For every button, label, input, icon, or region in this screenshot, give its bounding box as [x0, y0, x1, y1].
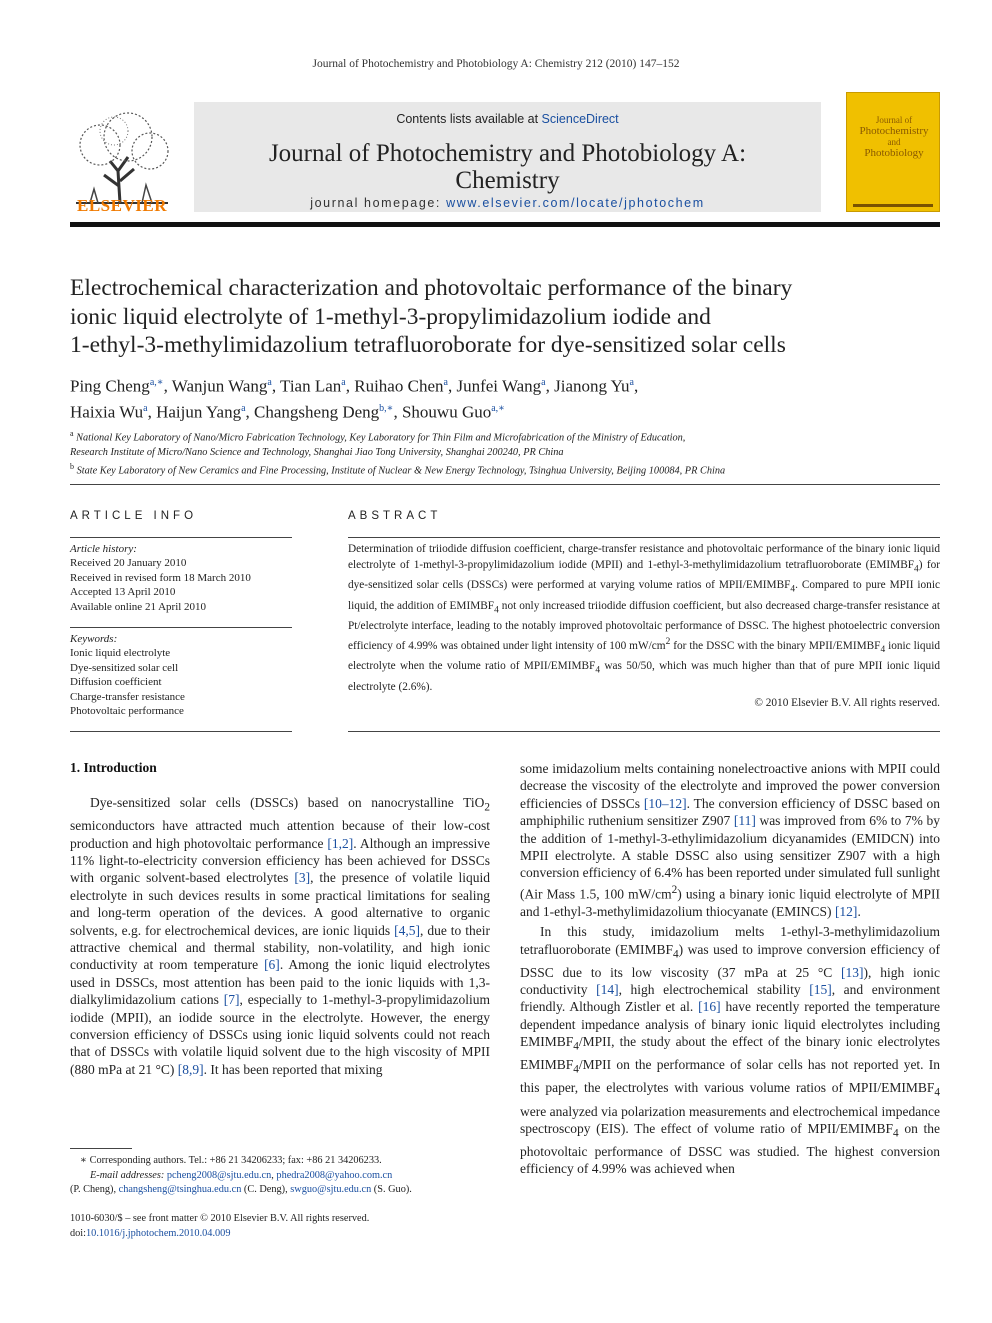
- text: . It has been reported that mixing: [203, 1061, 383, 1077]
- affiliations: [70, 427, 940, 479]
- author-name[interactable]: Haijun Yang: [156, 402, 242, 422]
- email-link[interactable]: changsheng@tsinghua.edu.cn: [118, 1184, 242, 1196]
- cover-text-3: and: [887, 137, 901, 147]
- running-head: Journal of Photochemistry and Photobiology A: Chemistry 212 (2010) 147–152: [312, 58, 680, 70]
- corresponding-authors: ∗ Corresponding authors. Tel.: +86 21 34206233; fax: +86 21 34206233.: [80, 1155, 382, 1166]
- author-abbrev: (C. Deng),: [241, 1184, 291, 1196]
- masthead-rule: [70, 222, 940, 227]
- citation-link[interactable]: [6]: [264, 957, 280, 973]
- article-title-line-2: ionic liquid electrolyte of 1-methyl-3-propylimidazolium iodide and: [70, 303, 711, 330]
- author-separator: ,: [545, 376, 555, 396]
- cover-strip: [853, 204, 933, 207]
- sciencedirect-link[interactable]: ScienceDirect: [541, 112, 619, 126]
- author-separator: ,: [163, 376, 172, 396]
- abstract-text: [348, 541, 940, 711]
- text: /MPII on the performance of solar cells has not reported yet. In this paper, the electrolytes with various volume ratios of MPII/EMIMBF: [520, 1057, 940, 1096]
- doi-label: doi:: [70, 1227, 87, 1239]
- text: was improved from 6% to 7% by the addition of 1-methyl-3-ethylimidazolium dicyanamides (EMIDCN) into MPII electrolyte. A stable DSSC also using sensitizer Z907 with a high conversion efficiency of 6.4% has been reported under simulated full sunlight (Air Mass 1.5, 100 mW/cm: [520, 813, 941, 902]
- abstract-part: Determination of triiodide diffusion coefficient, charge-transfer resistance and photovoltaic performance of the binary ionic liquid electrolyte of 1-methyl-3-propylimidazolium iodide (MPII) and 1-ethyl-3-methylimidazolium tetrafluoroborate (EMIMBF: [348, 543, 940, 572]
- homepage-line: [194, 196, 821, 210]
- citation-link[interactable]: [14]: [596, 982, 619, 998]
- revised-date: Received in revised form 18 March 2010: [70, 571, 251, 584]
- affiliation-a-line-1: National Key Laboratory of Nano/Micro Fabrication Technology, Key Laboratory for Thin Film and Microfabrication of the Ministry of Education,: [76, 432, 686, 444]
- email-label: E-mail addresses:: [90, 1169, 167, 1181]
- left-column: [70, 794, 490, 1078]
- right-column: [520, 760, 940, 1178]
- intro-paragraph-1-cont: [520, 760, 940, 920]
- article-history: [70, 542, 292, 614]
- keyword: Ionic liquid electrolyte: [70, 647, 171, 660]
- author-name[interactable]: Shouwu Guo: [401, 402, 492, 422]
- text: . The conversion efficiency of DSSC based on amphiphilic ruthenium sensitizer Z907: [520, 795, 940, 829]
- journal-title-line-2: Chemistry: [455, 167, 560, 194]
- author-separator: ,: [245, 402, 255, 422]
- author-name[interactable]: Haixia Wu: [70, 402, 144, 422]
- keyword: Dye-sensitized solar cell: [70, 661, 179, 674]
- keyword: Diffusion coefficient: [70, 676, 162, 689]
- text: , and environment friendly. Although Zistler et al.: [520, 982, 940, 1015]
- affiliation-a: $^a$ National Key Laboratory of Nano/Micro Fabrication Technology, Key Laboratory for Thin Film and Microfabrication of the Ministry of Education,: [70, 429, 686, 444]
- journal-homepage-link[interactable]: www.elsevier.com/locate/jphotochem: [446, 196, 705, 210]
- author-affiliation-mark[interactable]: a: [541, 377, 546, 388]
- author-affiliation-mark[interactable]: a,∗: [491, 402, 505, 414]
- cover-text-1: Journal of: [875, 115, 913, 125]
- intro-paragraph-1: [70, 794, 490, 1078]
- keywords-rule: [70, 627, 292, 628]
- citation-link[interactable]: [10–12]: [643, 795, 687, 811]
- author-name[interactable]: Changsheng Deng: [254, 402, 380, 422]
- citation-link[interactable]: [16]: [698, 999, 721, 1015]
- abstract-rule: [348, 537, 940, 538]
- journal-title: [194, 140, 821, 194]
- keywords: [70, 632, 292, 718]
- author-affiliation-mark[interactable]: b,∗: [379, 402, 394, 414]
- journal-title-line-1: Journal of Photochemistry and Photobiology A:: [268, 140, 747, 167]
- affiliation-b: $^b$ State Key Laboratory of New Ceramics and Fine Processing, Institute of Nuclear & New Energy Technology, Tsinghua University, Beijing 100084, PR China: [70, 462, 726, 477]
- author-abbrev: (P. Cheng),: [70, 1184, 119, 1196]
- author-affiliation-mark[interactable]: a: [341, 377, 346, 388]
- citation-link[interactable]: [7]: [223, 992, 240, 1008]
- citation-link[interactable]: [4,5]: [394, 922, 420, 938]
- contents-line: [194, 112, 821, 126]
- citation-link[interactable]: [1,2]: [327, 835, 354, 851]
- abstract-part: for the DSSC with the binary MPII/EMIMBF: [670, 639, 881, 652]
- cover-text-2: Photochemistry: [859, 125, 929, 137]
- text: ) using a binary ionic liquid electrolyte of MPII and 1-ethyl-3-methylimidazolium thiocyanate (EMINCS): [520, 886, 940, 919]
- text: some imidazolium melts containing nonelectroactive anions with MPII could decrease the viscosity of the electrolyte and improved the power conversion efficiencies of DSSCs: [520, 761, 940, 811]
- author-name[interactable]: Junfei Wang: [456, 376, 542, 396]
- text: ), high ionic conductivity: [520, 964, 940, 998]
- text: ) was used to improve conversion efficiency of DSSC due to its low viscosity (37 mPa at 25 °C: [520, 941, 941, 980]
- issn-doi: [70, 1212, 490, 1241]
- copyright-notice: © 2010 Elsevier B.V. All rights reserved.: [754, 696, 940, 709]
- contents-prefix: Contents lists available at: [396, 112, 542, 126]
- section-heading-introduction: 1. Introduction: [70, 760, 157, 775]
- doi-link[interactable]: 10.1016/j.jphotochem.2010.04.009: [86, 1227, 231, 1239]
- text: , due to their attractive chemical and thermal stability, non-volatility, and high ionic conductivity at room temperature: [70, 922, 491, 973]
- text: on the photovoltaic performance of DSSC was studied. The highest conversion efficiency of 4.99% was achieved when: [520, 1120, 940, 1177]
- online-date: Available online 21 April 2010: [70, 600, 207, 613]
- keyword: Photovoltaic performance: [70, 705, 184, 718]
- text: , the presence of volatile liquid electrolyte in such devices results in some practical limitations for sealing and long-term operation of the devices. A good alternative to organic solvents, e.g. for electrochemical devices, are ionic liquids: [70, 870, 491, 938]
- affiliation-b-text: State Key Laboratory of New Ceramics and Fine Processing, Institute of Nuclear & New Energy Technology, Tsinghua University, Beijing 100084, PR China: [76, 465, 726, 477]
- history-head: Article history:: [70, 543, 137, 555]
- author-affiliation-mark[interactable]: a: [143, 402, 148, 414]
- doi-line: [70, 1227, 490, 1242]
- abstract-part: was 50/50, which was much higher than that of pure MPII ionic liquid electrolyte (2.6%).: [348, 660, 940, 693]
- author-name[interactable]: Tian Lan: [280, 376, 342, 396]
- text: .: [857, 903, 861, 919]
- subscript: 4: [934, 1087, 940, 1100]
- superscript: 2: [665, 637, 671, 648]
- author-separator: ,: [147, 402, 157, 422]
- subscript: 4: [790, 584, 796, 595]
- author-name[interactable]: Ruihao Chen: [354, 376, 444, 396]
- citation-link[interactable]: [8,9]: [177, 1061, 204, 1077]
- cover-text: [851, 115, 937, 159]
- author-separator: ,: [393, 402, 402, 422]
- subscript: 4: [672, 948, 679, 961]
- homepage-prefix: journal homepage:: [310, 196, 447, 210]
- subscript: 4: [880, 645, 886, 656]
- footnote: [70, 1154, 490, 1198]
- abstract-part: . Compared to pure MPII ionic liquid, the addition of EMIMBF: [348, 579, 940, 612]
- abstract-part: ionic liquid electrolyte when the volume ratio of MPII/EMIMBF: [348, 639, 940, 673]
- header-divider: [70, 484, 940, 485]
- author-affiliation-mark[interactable]: a: [241, 402, 246, 414]
- journal-band: [194, 102, 821, 212]
- received-date: Received 20 January 2010: [70, 557, 187, 570]
- author-separator: ,: [633, 376, 639, 396]
- keyword: Charge-transfer resistance: [70, 690, 185, 703]
- text: , especially to 1-methyl-3-propylimidazolium iodide (MPII), an iodide source in the electrolyte. However, the energy conversion efficiency of DSSCs using ionic liquid solvents could not reach that of DSSCs with volatile liquid solvent due to the high viscosity of MPII (880 mPa at 21 °C): [70, 992, 490, 1077]
- issn-line: 1010-6030/$ – see front matter © 2010 Elsevier B.V. All rights reserved.: [70, 1213, 370, 1224]
- subscript: 4: [573, 1064, 579, 1077]
- author-affiliation-mark[interactable]: a: [267, 377, 272, 388]
- citation-link[interactable]: [12]: [834, 903, 858, 919]
- author-name[interactable]: Ping Cheng: [70, 376, 150, 396]
- article-info-rule: [70, 537, 292, 538]
- subscript: 4: [494, 605, 499, 616]
- affiliation-a-cont: Research Institute of Micro/Nano Science and Technology, Shanghai Jiao Tong University, Shanghai 200240, PR China: [70, 446, 564, 458]
- author-list: [70, 372, 940, 423]
- article-title: [70, 274, 940, 360]
- author-affiliation-mark[interactable]: a,∗: [149, 377, 164, 388]
- accepted-date: Accepted 13 April 2010: [70, 586, 176, 599]
- email-line: E-mail addresses: pcheng2008@sjtu.edu.cn, phedra2008@yahoo.com.cn: [90, 1169, 393, 1181]
- footnote-rule: [70, 1148, 132, 1149]
- article-title-line-1: Electrochemical characterization and photovoltaic performance of the binary: [70, 275, 793, 301]
- text: /MPII, the study about the effect of the binary ionic electrolytes EMIMBF: [520, 1034, 940, 1073]
- text: semiconductors have attracted much attention because of their low-cost production and high photovoltaic performance: [70, 818, 490, 851]
- author-affiliation-mark[interactable]: a: [629, 377, 634, 388]
- text: . Although an impressive 11% light-to-electricity conversion efficiency has been achieved for DSSCs with organic solvent-based electrolytes: [70, 835, 490, 886]
- abstract-part: not only increased triiodide diffusion coefficient, but also decreased charge-transfer resistance at Pt/electrolyte interface, leading to the notably improved photovoltaic performance of DSSC. The highest photoelectric conversion efficiency of 4.99% was obtained under light intensity of 100 mW/cm: [348, 599, 940, 652]
- author-separator: ,: [447, 376, 457, 396]
- citation-link[interactable]: [13]: [841, 964, 864, 980]
- superscript: 2: [671, 883, 678, 896]
- cover-text-4: Photobiology: [864, 147, 924, 159]
- info-bottom-rule: [70, 731, 292, 732]
- text: were analyzed via polarization measurements and electrochemical impedance spectroscopy (EIS). The effect of volume ratio of MPII/EMIMBF: [520, 1103, 940, 1136]
- subscript: 4: [595, 665, 601, 676]
- subscript: 2: [484, 801, 490, 814]
- author-name[interactable]: Wanjun Wang: [171, 376, 268, 396]
- abstract-bottom-rule: [348, 731, 940, 732]
- masthead: [70, 92, 940, 228]
- citation-link[interactable]: [3]: [294, 870, 311, 886]
- text: have recently reported the temperature dependent impedance analysis of binary ionic liquid electrolytes including EMIMBF: [520, 999, 941, 1050]
- author-separator: ,: [271, 376, 281, 396]
- author-separator: ,: [345, 376, 355, 396]
- subscript: 4: [893, 1127, 899, 1140]
- text: Dye-sensitized solar cells (DSSCs) based on nanocrystalline TiO: [90, 795, 485, 810]
- author-name[interactable]: Jianong Yu: [554, 376, 630, 396]
- citation-link[interactable]: [15]: [809, 982, 832, 998]
- abstract-part: ) for dye-sensitized solar cells (DSSCs) were performed at varying volume ratios of MPII/EMIMBF: [348, 559, 940, 592]
- text: , high electrochemical stability: [618, 982, 810, 998]
- article-info-label: ARTICLE INFO: [70, 510, 198, 522]
- email-link[interactable]: pcheng2008@sjtu.edu.cn: [166, 1169, 272, 1181]
- author-affiliation-mark[interactable]: a: [443, 377, 448, 388]
- publisher-name: ELSEVIER: [77, 196, 167, 215]
- subscript: 4: [914, 564, 919, 575]
- email-line-2: [70, 1183, 490, 1198]
- subscript: 4: [573, 1040, 579, 1053]
- email-link[interactable]: swguo@sjtu.edu.cn: [290, 1184, 372, 1196]
- text: In this study, imidazolium melts 1-ethyl-3-methylimidazolium tetrafluoroborate (EMIMBF: [520, 924, 940, 957]
- citation-link[interactable]: [11]: [733, 813, 756, 829]
- email-link[interactable]: phedra2008@yahoo.com.cn: [276, 1169, 393, 1181]
- author-abbrev: (S. Guo).: [371, 1184, 412, 1196]
- keywords-head: Keywords:: [70, 633, 118, 645]
- journal-cover-thumbnail[interactable]: [846, 92, 940, 212]
- intro-paragraph-2: [520, 923, 940, 1178]
- abstract-label: ABSTRACT: [348, 510, 442, 522]
- article-title-line-3: 1-ethyl-3-methylimidazolium tetrafluoroborate for dye-sensitized solar cells: [70, 332, 786, 358]
- text: . Among the ionic liquid electrolytes used in DSSCs, most attention has been paid to the ionic liquids with 1,3-dialkylimidazolium cations: [70, 957, 490, 1008]
